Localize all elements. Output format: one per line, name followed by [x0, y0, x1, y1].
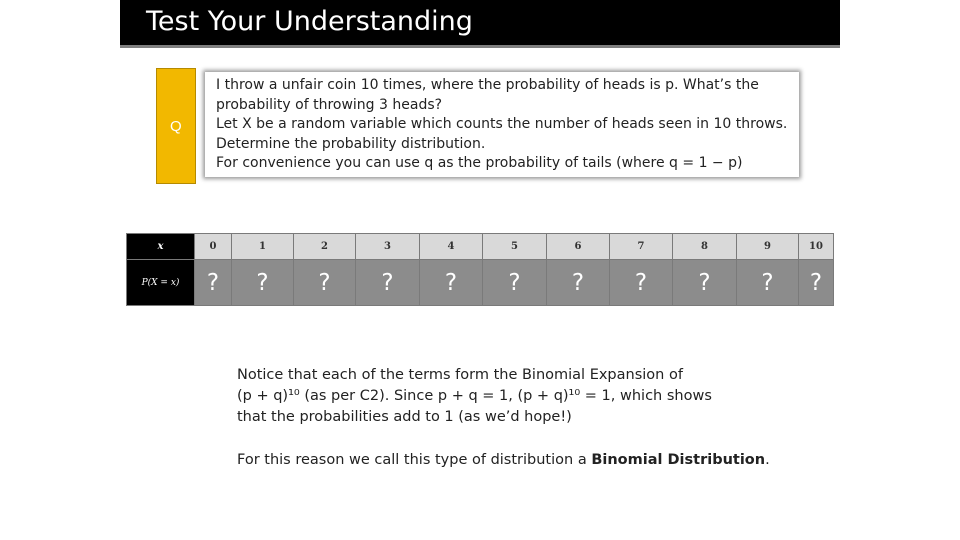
probability-cell[interactable]: ?: [232, 260, 294, 306]
question-line: Determine the probability distribution.: [216, 135, 486, 152]
probability-cell[interactable]: ?: [673, 260, 737, 306]
p-row-label: P(X = x): [127, 260, 195, 306]
binomial-distribution-statement: [237, 452, 770, 468]
x-value-cell: 8: [673, 234, 737, 260]
notice-line: Notice that each of the terms form the Binomial Expansion of: [237, 367, 683, 383]
title-bar: [120, 0, 840, 48]
table-header-row: [127, 234, 834, 260]
question-line: Let X be a random variable which counts the number of heads seen in 10 throws.: [216, 116, 788, 132]
x-value-cell: 2: [294, 234, 356, 260]
question-label-box: [156, 68, 196, 184]
x-value-cell: 9: [737, 234, 799, 260]
notice-line: (p + q)¹⁰ (as per C2). Since p + q = 1, (p + q)¹⁰ = 1, which shows: [237, 388, 712, 404]
x-value-cell: 7: [610, 234, 673, 260]
probability-cell[interactable]: ?: [356, 260, 420, 306]
probability-cell[interactable]: ?: [195, 260, 232, 306]
question-line: For convenience you can use q as the probability of tails (where q = 1 − p): [216, 155, 743, 171]
x-row-label: x: [127, 234, 195, 260]
x-value-cell: 3: [356, 234, 420, 260]
x-value-cell: 1: [232, 234, 294, 260]
probability-cell[interactable]: ?: [420, 260, 483, 306]
probability-cell[interactable]: ?: [610, 260, 673, 306]
reason-prefix: For this reason we call this type of distribution a: [237, 452, 592, 468]
x-value-cell: 0: [195, 234, 232, 260]
reason-suffix: .: [765, 452, 770, 468]
x-value-cell: 4: [420, 234, 483, 260]
probability-distribution-table: [126, 233, 834, 306]
reason-bold-term: Binomial Distribution: [591, 452, 766, 468]
probability-cell[interactable]: ?: [483, 260, 547, 306]
question-label: Q: [170, 118, 182, 135]
binomial-notice: [237, 365, 757, 428]
table-probability-row: [127, 260, 834, 306]
probability-cell[interactable]: ?: [799, 260, 834, 306]
probability-cell[interactable]: ?: [294, 260, 356, 306]
question-box: [205, 72, 799, 177]
notice-line: that the probabilities add to 1 (as we’d hope!): [237, 409, 572, 425]
slide-title: Test Your Understanding: [146, 6, 473, 37]
x-value-cell: 5: [483, 234, 547, 260]
question-line: probability of throwing 3 heads?: [216, 96, 443, 113]
question-line: I throw a unfair coin 10 times, where the probability of heads is p. What’s the: [216, 77, 759, 93]
x-value-cell: 10: [799, 234, 834, 260]
probability-cell[interactable]: ?: [547, 260, 610, 306]
x-value-cell: 6: [547, 234, 610, 260]
probability-cell[interactable]: ?: [737, 260, 799, 306]
